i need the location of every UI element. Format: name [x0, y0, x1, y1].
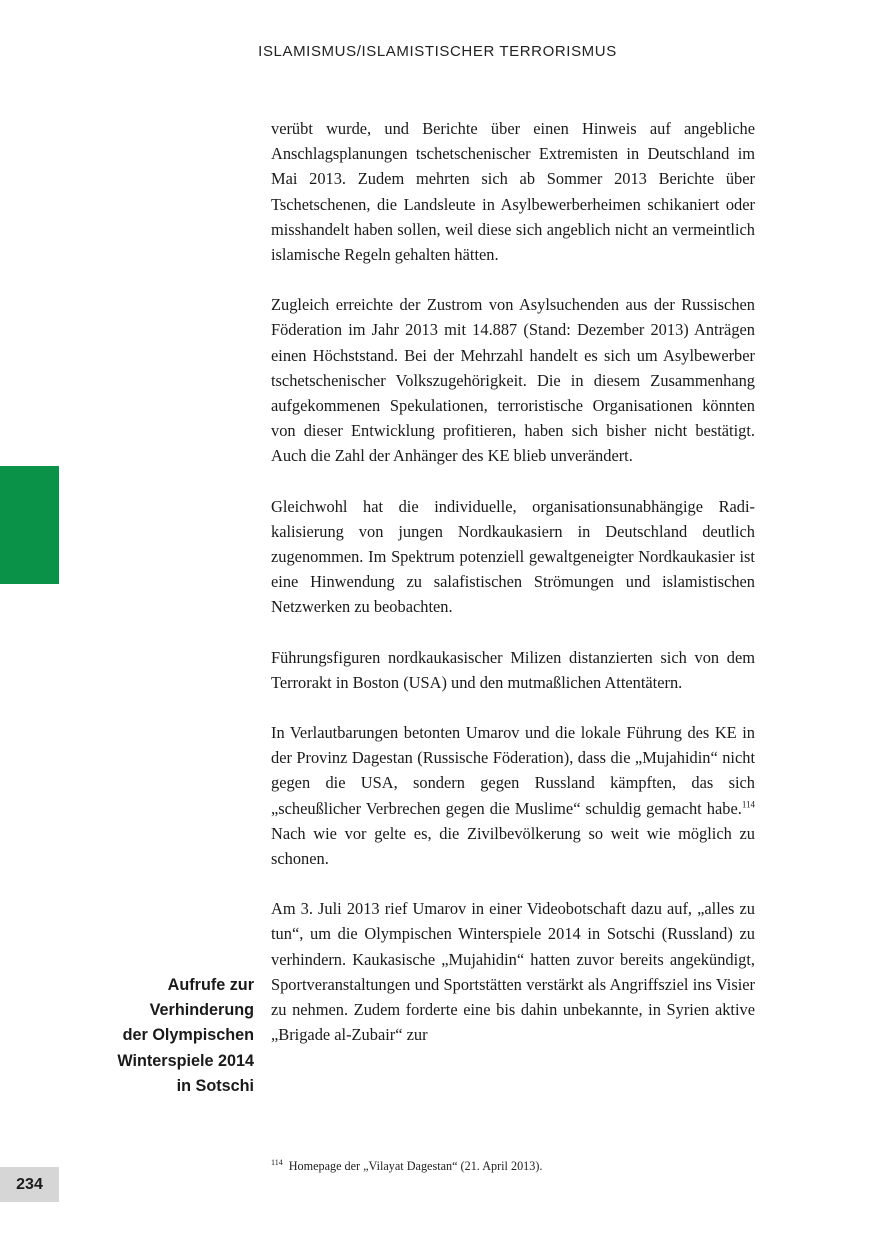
margin-heading-line: in Sotschi — [176, 1076, 254, 1095]
paragraph-5-text-b: Nach wie vor gelte es, die Zivilbevölkerung so weit wie möglich zu schonen. — [271, 823, 755, 869]
paragraph-5 — [271, 720, 755, 871]
footnote — [271, 1155, 755, 1174]
margin-heading — [96, 973, 254, 1099]
paragraph-1: verübt wurde, und Berichte über einen Hinweis auf angebliche Anschlagsplanungen tschetschenischer Extremisten in Deutschland im Mai 2013. Zudem mehrten sich ab Sommer 2013 Berichte über Tschetschenen, die Landsleute in Asylbewerberheimen schikaniert oder misshandelt haben sollen, weil diese sich angeblich nicht an vermeintlich islamische Regeln gehalten hätten. — [271, 119, 755, 265]
body-text — [271, 116, 755, 1073]
chapter-tab-marker — [0, 466, 59, 584]
paragraph-4: Führungsfiguren nordkaukasischer Milizen distanzierten sich von dem Terrorakt in Boston (USA) und den mutmaßlichen Attentätern. — [271, 647, 755, 692]
paragraph-2: Zugleich erreichte der Zustrom von Asylsuchenden aus der Russischen Föderation im Jahr 2013 mit 14.887 (Stand: Dezember 2013) Anträgen einen Höchststand. Bei der Mehrzahl handelt es sich um Asylbewerber tschetschenischer Volkszugehörigkeit. Die in diesem Zusammenhang aufgekommenen Spekulationen, terroristische Organisationen könnten von dieser Entwicklung profitieren, haben sich bisher nicht bestätigt. Auch die Zahl der Anhänger des KE blieb unverändert. — [271, 295, 755, 466]
paragraph-5-text-a: In Verlautbarungen betonten Umarov und die lokale Führung des KE in der Provinz Dagestan (Russische Föderation), dass die „Mujahidin“ nicht gegen die USA, sondern gegen Russland kämpften, das sich „scheußlicher Verbrechen gegen die Muslime“ schuldig gemacht habe. — [271, 723, 755, 818]
footnote-number: 114 — [271, 1158, 283, 1167]
margin-heading-line: Verhinderung — [149, 1001, 254, 1020]
paragraph-3: Gleichwohl hat die individuelle, organisationsunabhängige Radikalisierung von jungen Nordkaukasiern in Deutschland deutlich zugenommen. Im Spektrum potenziell gewaltgeneigter Nordkaukasier ist eine Hinwendung zu salafistischen Strömungen und islamistischen Netzwerken zu beobachten. — [271, 496, 755, 617]
margin-heading-line: Winterspiele 2014 — [117, 1051, 254, 1070]
page-number: 234 — [0, 1167, 59, 1202]
footnote-reference[interactable]: 114 — [741, 799, 755, 810]
running-head: ISLAMISMUS/ISLAMISTISCHER TERRORISMUS — [258, 43, 617, 60]
footnote-text: Homepage der „Vilayat Dagestan“ (21. April 2013). — [288, 1159, 543, 1174]
margin-heading-line: der Olympischen — [122, 1026, 254, 1045]
margin-heading-line: Aufrufe zur — [167, 976, 254, 994]
paragraph-6: Am 3. Juli 2013 rief Umarov in einer Videobotschaft dazu auf, „alles zu tun“, um die Olympischen Winterspiele 2014 in Sotschi (Russland) zu verhindern. Kaukasische „Mujahidin“ hatten zuvor bereits angekündigt, Sportveranstaltungen und Sportstätten verstärkt als Angriffsziel ins Visier zu nehmen. Zudem forderte eine bis dahin unbekannte, in Syrien aktive „Brigade al-Zubair“ zur — [271, 899, 755, 1045]
